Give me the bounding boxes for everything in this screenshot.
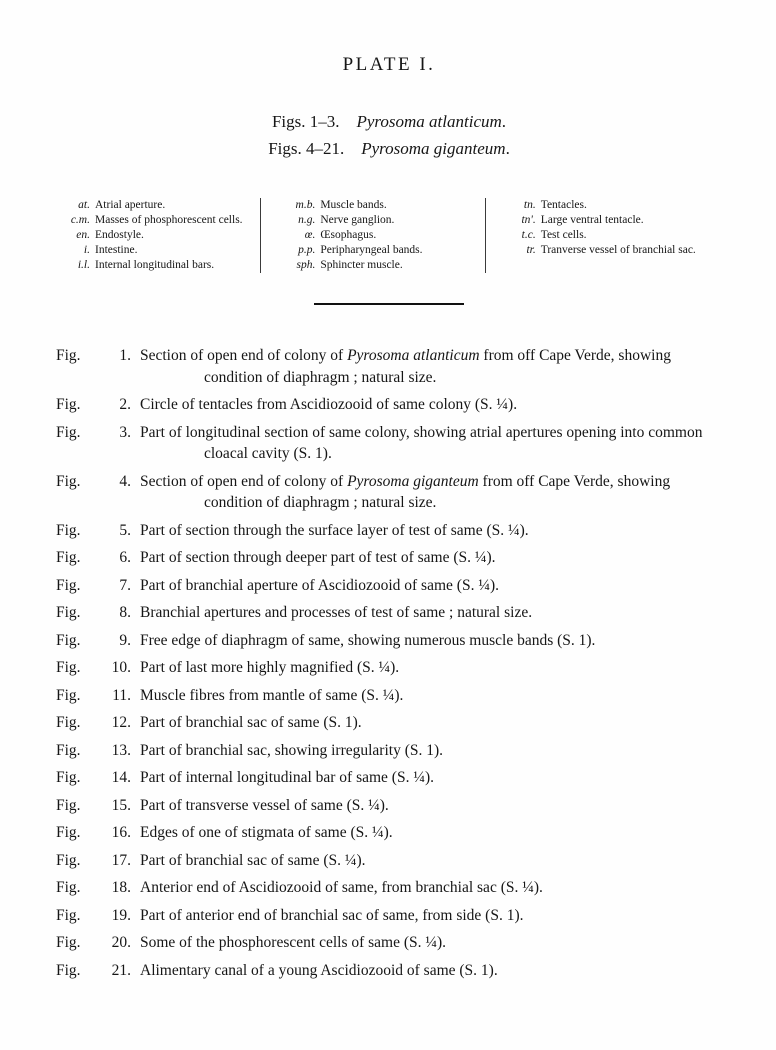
key-description: Internal longitudinal bars. [95, 259, 215, 271]
key-entry [502, 243, 722, 258]
figure-caption: Branchial apertures and processes of test of same ; natural size. [140, 604, 533, 621]
key-abbreviation: sph. [296, 259, 316, 271]
figure-caption: Circle of tentacles from Ascidiozooid of same colony (S. ¼). [140, 396, 518, 413]
key-description: Test cells. [540, 229, 587, 241]
figure-range-line [56, 108, 722, 135]
key-entry [502, 198, 722, 213]
figure-label: Fig. [56, 824, 81, 841]
figure-caption: Muscle fibres from mantle of same (S. ¼). [140, 686, 404, 704]
key-entry [56, 228, 260, 243]
key-entry [56, 243, 260, 258]
figure-caption: Some of the phosphorescent cells of same (S. ¼). [140, 934, 447, 951]
key-description: Peripharyngeal bands. [320, 244, 423, 256]
figure-caption: Anterior end of Ascidiozooid of same, from branchial sac (S. ¼). [140, 879, 543, 896]
figure-number: 4. [119, 472, 131, 490]
figure-number: 15. [111, 796, 131, 814]
key-abbreviation: at. [78, 199, 90, 211]
key-abbreviation: n.g. [298, 214, 316, 226]
key-description: Nerve ganglion. [320, 214, 395, 226]
figure-number: 16. [111, 824, 131, 841]
figure-number: 20. [111, 934, 131, 951]
subtitle-text: Figs. 1–3. Pyrosoma atlanticum. [271, 112, 507, 131]
separator-rule [314, 303, 464, 305]
key-column-2 [260, 198, 484, 273]
key-description: Œsophagus. [320, 229, 377, 241]
figure-number: 7. [119, 576, 131, 594]
figure-label: Fig. [56, 423, 81, 441]
figure-caption: Part of branchial sac, showing irregularity (S. 1). [140, 741, 444, 759]
figure-label: Fig. [56, 521, 81, 539]
key-entry [281, 213, 484, 228]
figure-entry [56, 822, 722, 844]
figure-number: 1. [119, 347, 131, 364]
abbreviation-key [56, 198, 722, 273]
key-description: Intestine. [95, 244, 138, 256]
key-abbreviation: tr. [526, 244, 536, 256]
figure-label: Fig. [56, 631, 81, 649]
key-description: Large ventral tentacle. [540, 214, 644, 226]
figure-entry [56, 345, 722, 388]
figure-label: Fig. [56, 472, 81, 490]
figure-number: 21. [111, 961, 131, 979]
figure-caption: Part of last more highly magnified (S. ¼). [140, 659, 400, 676]
figure-caption-list [56, 345, 722, 981]
figure-label: Fig. [56, 396, 81, 413]
figure-number: 5. [119, 521, 131, 539]
key-abbreviation: p.p. [298, 244, 316, 256]
key-abbreviation: œ. [304, 229, 316, 241]
figure-number: 13. [111, 741, 131, 759]
figure-entry [56, 740, 722, 762]
figure-number: 12. [111, 714, 131, 731]
key-description: Atrial aperture. [95, 199, 166, 211]
key-entry [281, 198, 484, 213]
key-abbreviation: tn. [523, 199, 536, 211]
figure-entry [56, 520, 722, 542]
figure-entry [56, 685, 722, 707]
key-entry [502, 213, 722, 228]
key-abbreviation: c.m. [70, 214, 90, 226]
figure-caption: Part of branchial aperture of Ascidiozooid of same (S. ¼). [140, 576, 499, 594]
figure-entry [56, 932, 722, 954]
key-description: Muscle bands. [320, 199, 387, 211]
figure-number: 14. [111, 769, 131, 786]
figure-label: Fig. [56, 549, 81, 566]
figure-caption: Free edge of diaphragm of same, showing numerous muscle bands (S. 1). [140, 631, 596, 649]
figure-caption: Part of section through deeper part of test of same (S. ¼). [140, 549, 496, 566]
key-entry [56, 198, 260, 213]
figure-number: 8. [119, 604, 131, 621]
figure-entry [56, 657, 722, 679]
figure-number: 6. [119, 549, 131, 566]
figure-caption: Part of branchial sac of same (S. 1). [140, 714, 362, 731]
key-entry [56, 258, 260, 273]
figure-caption: Part of transverse vessel of same (S. ¼). [140, 796, 389, 814]
figure-entry [56, 767, 722, 789]
figure-caption: Section of open end of colony of Pyrosoma atlanticum from off Cape Verde, showing condition of diaphragm ; natural size. [140, 347, 671, 386]
figure-label: Fig. [56, 659, 81, 676]
figure-label: Fig. [56, 961, 81, 979]
key-abbreviation: i.l. [77, 259, 90, 271]
figure-number: 10. [111, 659, 131, 676]
figure-number: 2. [119, 396, 131, 413]
figure-caption: Alimentary canal of a young Ascidiozooid of same (S. 1). [140, 961, 498, 979]
figure-entry [56, 602, 722, 624]
figure-number: 11. [112, 686, 131, 704]
figure-label: Fig. [56, 741, 81, 759]
figure-entry [56, 630, 722, 652]
figure-caption: Section of open end of colony of Pyrosoma giganteum from off Cape Verde, showing condition of diaphragm ; natural size. [140, 472, 671, 511]
key-abbreviation: t.c. [521, 229, 536, 241]
figure-caption: Part of branchial sac of same (S. ¼). [140, 851, 366, 869]
figure-range-line [56, 135, 722, 162]
figure-label: Fig. [56, 934, 81, 951]
figure-caption: Part of longitudinal section of same colony, showing atrial apertures opening into common cloacal cavity (S. 1). [140, 423, 703, 462]
key-description: Endostyle. [95, 229, 144, 241]
key-entry [281, 258, 484, 273]
figure-number: 17. [111, 851, 131, 869]
figure-entry [56, 471, 722, 514]
key-column-1 [56, 198, 260, 273]
figure-entry [56, 575, 722, 597]
figure-entry [56, 960, 722, 982]
figure-entry [56, 877, 722, 899]
figure-caption: Part of anterior end of branchial sac of same, from side (S. 1). [140, 906, 524, 924]
figure-label: Fig. [56, 347, 81, 364]
figure-number: 3. [119, 423, 131, 441]
figure-number: 9. [119, 631, 131, 649]
key-entry [56, 213, 260, 228]
key-entry [281, 243, 484, 258]
figure-label: Fig. [56, 576, 81, 594]
figure-label: Fig. [56, 686, 81, 704]
figure-label: Fig. [56, 604, 81, 621]
key-abbreviation: tn'. [521, 214, 536, 226]
key-entry [502, 228, 722, 243]
figure-label: Fig. [56, 906, 81, 924]
key-abbreviation: m.b. [295, 199, 316, 211]
figure-range-subtitles [56, 108, 722, 162]
figure-entry [56, 850, 722, 872]
figure-entry [56, 712, 722, 734]
key-entry [281, 228, 484, 243]
figure-entry [56, 547, 722, 569]
key-description: Tranverse vessel of branchial sac. [540, 244, 696, 256]
key-description: Sphincter muscle. [320, 259, 403, 271]
key-abbreviation: i. [83, 244, 90, 256]
key-column-3 [485, 198, 722, 273]
figure-label: Fig. [56, 714, 81, 731]
key-abbreviation: en. [76, 229, 90, 241]
subtitle-text: Figs. 4–21. Pyrosoma giganteum. [268, 139, 510, 158]
figure-entry [56, 394, 722, 416]
figure-caption: Edges of one of stigmata of same (S. ¼). [140, 824, 393, 841]
plate-title: PLATE I. [342, 54, 436, 75]
figure-label: Fig. [56, 796, 81, 814]
key-description: Tentacles. [540, 199, 587, 211]
figure-entry [56, 905, 722, 927]
figure-label: Fig. [56, 879, 81, 896]
key-description: Masses of phosphorescent cells. [95, 214, 243, 226]
figure-label: Fig. [56, 769, 81, 786]
figure-caption: Part of internal longitudinal bar of same (S. ¼). [140, 769, 435, 786]
figure-number: 19. [111, 906, 131, 924]
figure-entry [56, 795, 722, 817]
figure-caption: Part of section through the surface layer of test of same (S. ¼). [140, 521, 529, 539]
figure-entry [56, 422, 722, 465]
figure-label: Fig. [56, 851, 81, 869]
figure-number: 18. [111, 879, 131, 896]
